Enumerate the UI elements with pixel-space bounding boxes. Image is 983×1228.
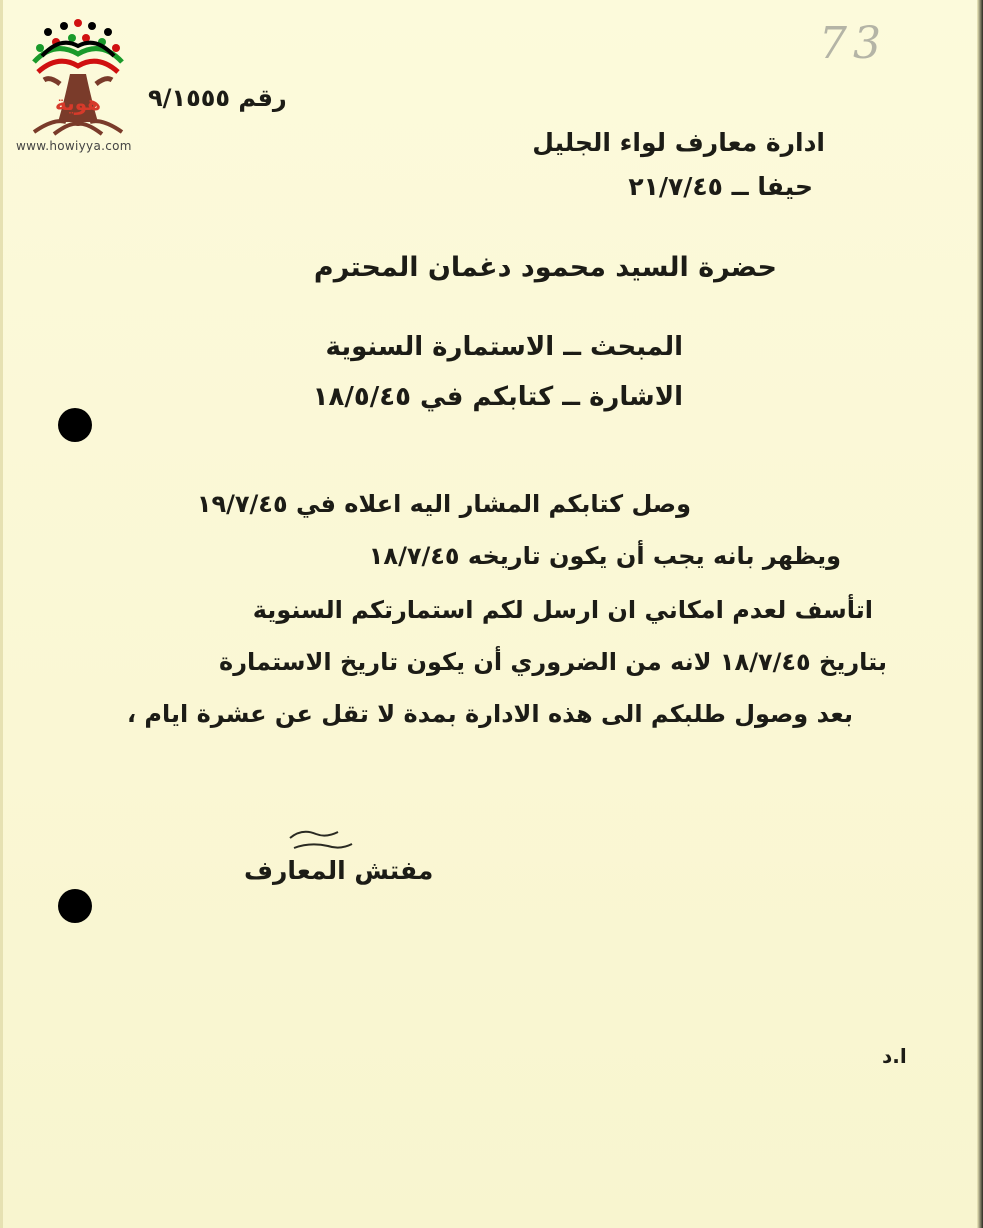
punch-hole-upper: [58, 408, 92, 442]
sender-department: ادارة معارف لواء الجليل: [532, 128, 825, 157]
folio-number: 73: [819, 18, 887, 69]
page-left-edge: [0, 0, 3, 1228]
body-line: وصل كتابكم المشار اليه اعلاه في ١٩/٧/٤٥: [196, 490, 691, 518]
signatory-title: مفتش المعارف: [244, 856, 434, 885]
reference-number: رقم ٩/١٥٥٥: [148, 84, 287, 112]
body-line: اتأسف لعدم امكاني ان ارسل لكم استمارتكم السنوية: [252, 596, 873, 624]
page-right-edge-shadow: [977, 0, 983, 1228]
watermark-url: www.howiyya.com: [16, 139, 132, 153]
place-and-date: حيفا ــ ٢١/٧/٤٥: [628, 172, 813, 201]
body-line: بتاريخ ١٨/٧/٤٥ لانه من الضروري أن يكون تاريخ الاستمارة: [219, 648, 887, 676]
body-line: بعد وصول طلبكم الى هذه الادارة بمدة لا تقل عن عشرة ايام ،: [126, 700, 853, 728]
logo-wordmark: هوية: [54, 91, 102, 115]
body-line: ويظهر بانه يجب أن يكون تاريخه ١٨/٧/٤٥: [368, 542, 841, 570]
reference-line: الاشارة ــ كتابكم في ١٨/٥/٤٥: [312, 382, 683, 412]
addressee: حضرة السيد محمود دغمان المحترم: [313, 252, 777, 283]
punch-hole-lower: [58, 889, 92, 923]
subject-line: المبحث ــ الاستمارة السنوية: [325, 332, 683, 362]
typist-initials: ا.د: [882, 1044, 907, 1068]
howiyya-logo-icon: [14, 14, 142, 156]
